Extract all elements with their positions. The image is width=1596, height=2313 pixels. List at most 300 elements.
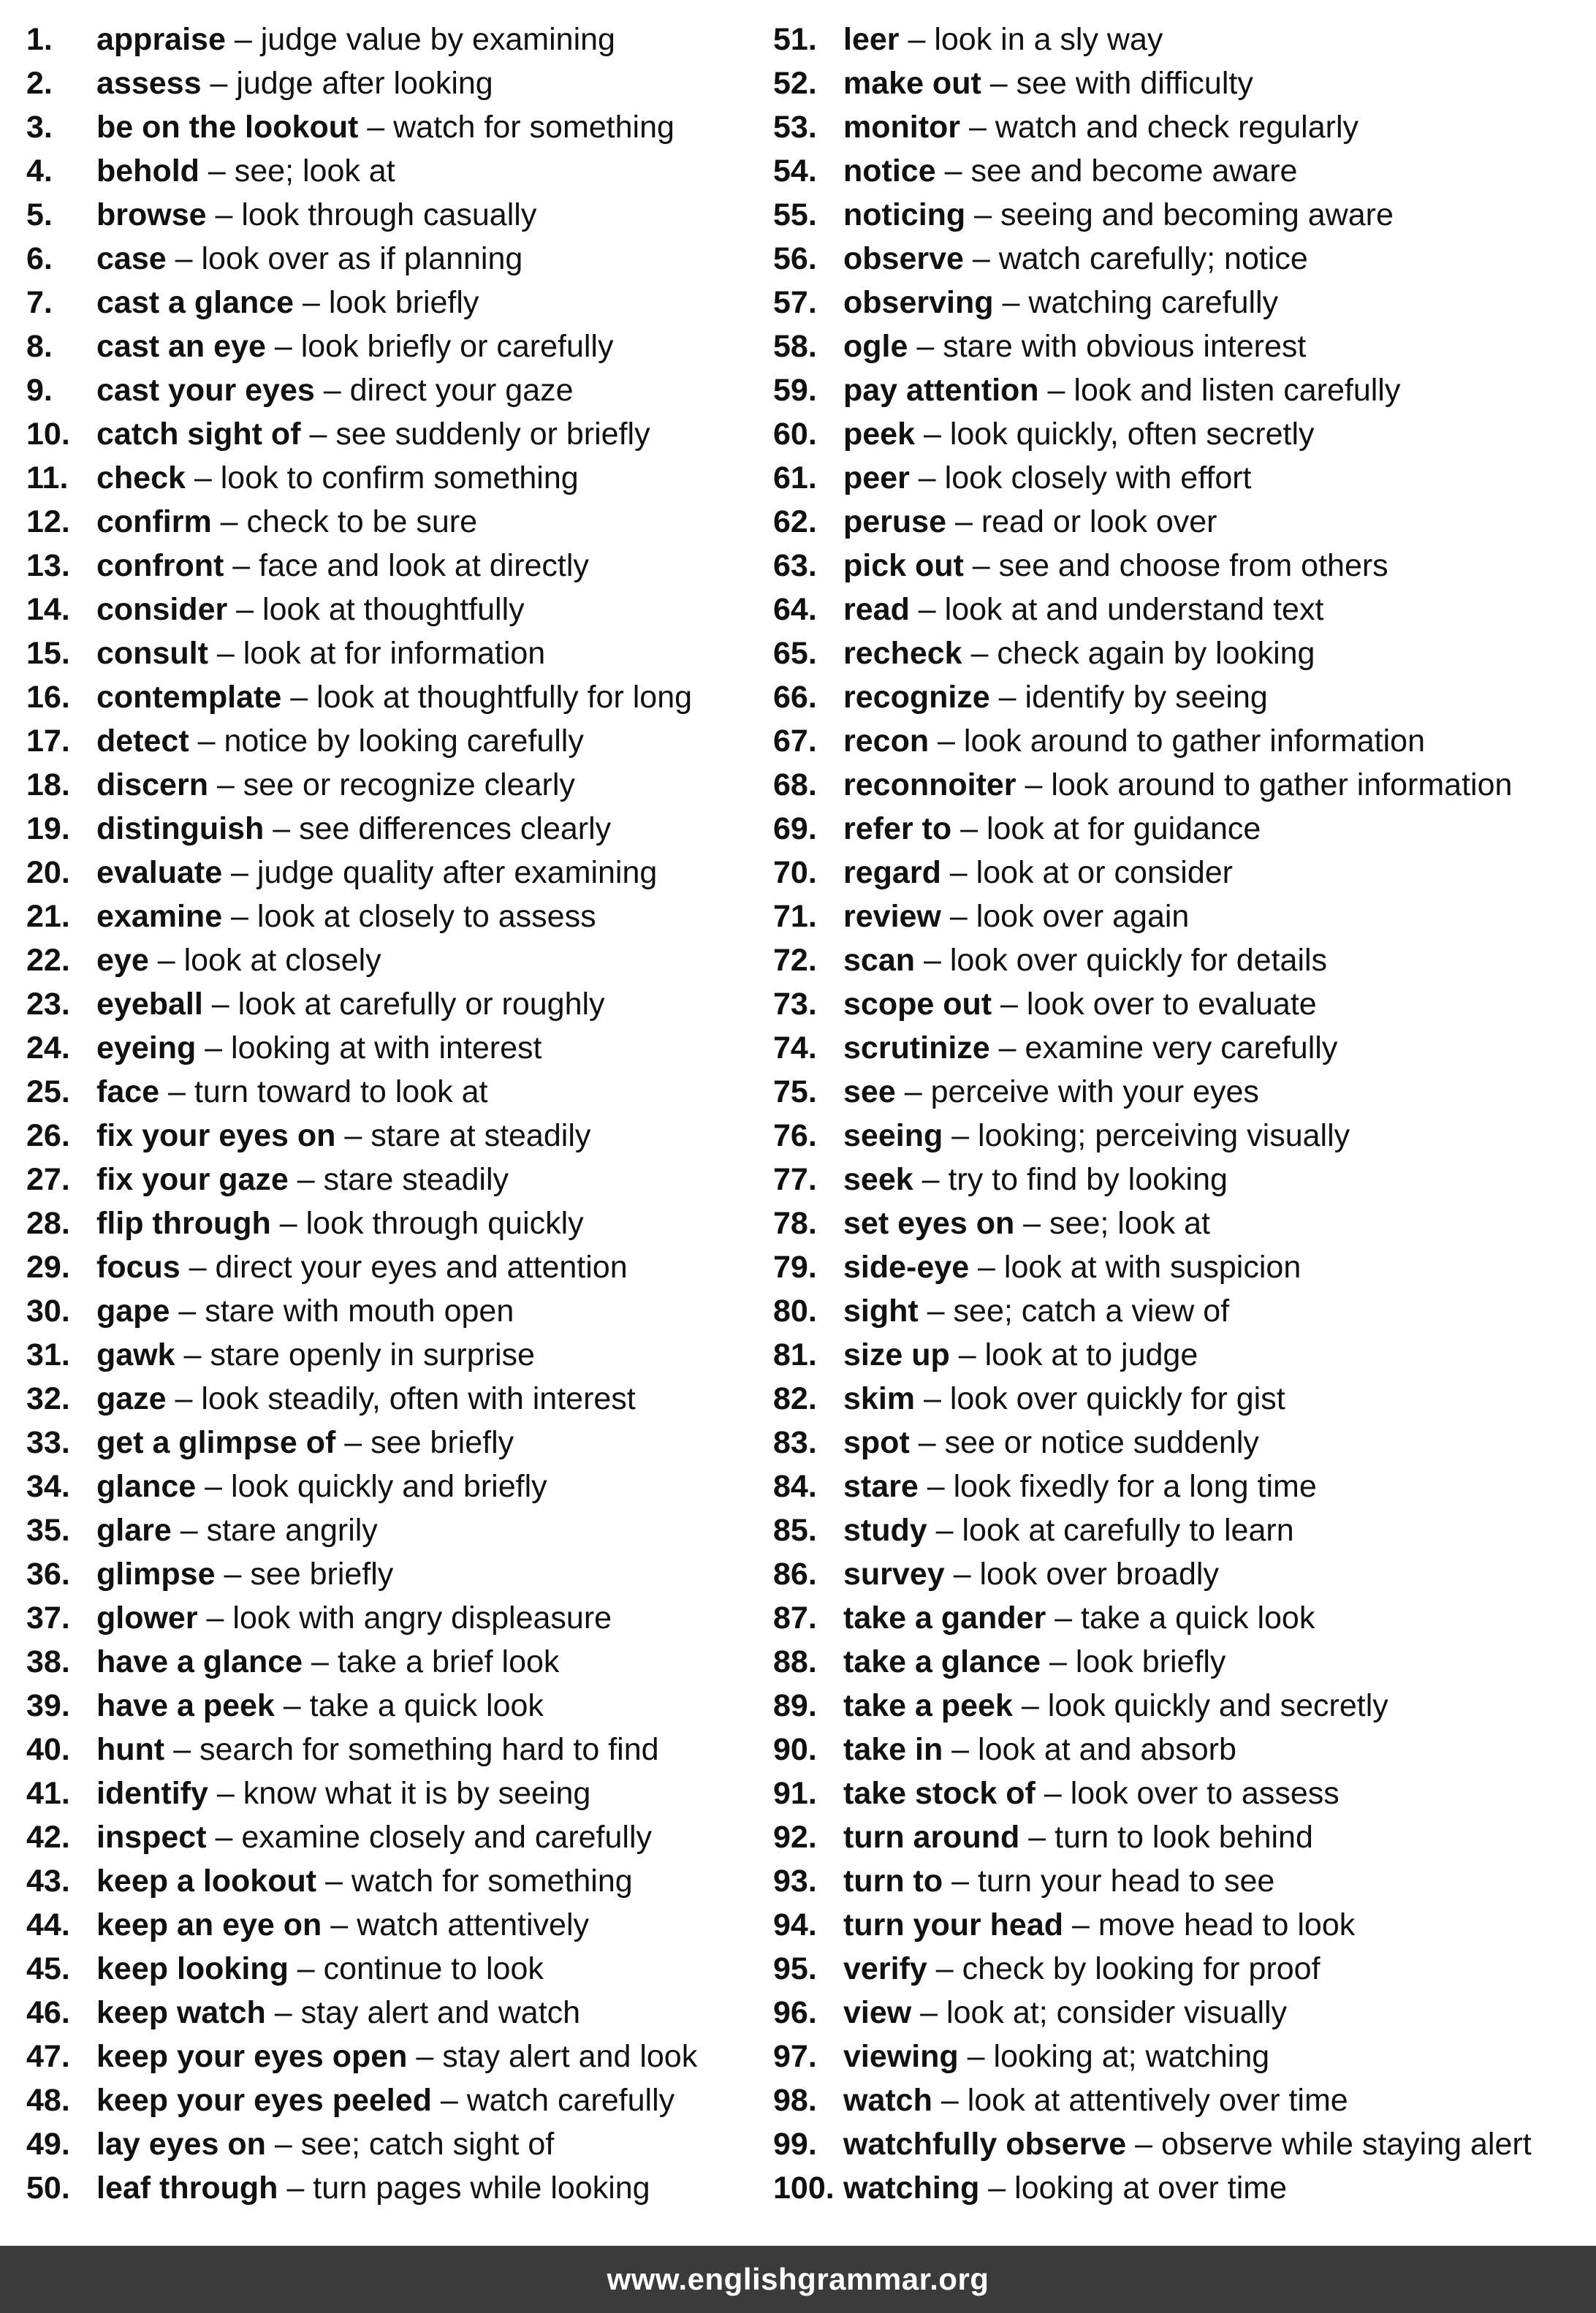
entry-separator: – [303,1644,338,1679]
word-list-item [26,544,764,588]
word-list-item [773,1158,1584,1201]
entry-term: have a peek [96,1688,275,1723]
entry-separator: – [208,767,243,802]
entry-separator: – [316,1864,352,1899]
word-list-item [26,368,764,412]
entry-text [96,2122,554,2166]
entry-definition: look at carefully to learn [962,1513,1294,1548]
entry-definition: move head to look [1098,1907,1356,1942]
entry-number: 12. [26,504,70,539]
entry-definition: watch for something [393,110,674,145]
entry-number: 79. [773,1250,817,1285]
entry-separator: – [1046,1600,1082,1636]
entry-number: 38. [26,1644,70,1679]
entry-definition: look at with suspicion [1003,1250,1302,1285]
entry-text [843,2166,1287,2210]
entry-separator: – [940,855,976,890]
entry-number: 23. [26,987,70,1022]
entry-definition: look at thoughtfully [262,592,525,627]
entry-definition: look quickly and briefly [231,1469,547,1504]
entry-term: skim [843,1381,916,1416]
entry-definition: turn your head to see [977,1864,1275,1899]
entry-text [96,1771,590,1815]
entry-definition: see and choose from others [998,548,1388,583]
word-list-item [773,1596,1584,1640]
entry-text [96,807,611,851]
entry-text [843,105,1358,149]
entry-text [96,1201,584,1245]
entry-separator: – [170,1294,205,1329]
entry-text [843,1552,1219,1596]
entry-separator: – [335,1118,371,1153]
entry-text [843,1114,1350,1158]
word-list-item [773,1333,1584,1377]
entry-term: confront [96,548,224,583]
entry-number: 55. [773,197,817,232]
entry-number: 14. [26,592,70,627]
entry-definition: turn toward to look at [194,1074,488,1109]
entry-text [843,1508,1294,1552]
entry-text [96,1465,547,1508]
entry-separator: – [943,1864,978,1899]
entry-definition: look quickly, often secretly [949,417,1315,452]
word-list-item [26,1421,764,1465]
entry-text [96,368,574,412]
entry-number: 36. [26,1557,70,1592]
entry-definition: take a quick look [309,1688,544,1723]
entry-number: 6. [26,241,53,276]
entry-separator: – [208,636,243,671]
entry-separator: – [946,504,981,539]
entry-separator: – [943,1732,978,1767]
entry-term: hunt [96,1732,165,1767]
word-list-item [773,193,1584,237]
entry-term: distinguish [96,811,265,846]
entry-definition: look at; consider visually [946,1995,1288,2030]
entry-definition: turn pages while looking [313,2170,650,2206]
entry-separator: – [148,943,184,978]
entry-text [843,149,1297,193]
word-list-item [773,1771,1584,1815]
entry-text [96,1640,559,1684]
entry-number: 94. [773,1907,817,1942]
entry-term: identify [96,1776,208,1811]
entry-definition: look briefly [328,285,479,320]
entry-separator: – [431,2083,467,2118]
entry-number: 80. [773,1294,817,1329]
word-list-item [773,851,1584,895]
entry-definition: stay alert and watch [300,1995,581,2030]
entry-definition: look at carefully or roughly [238,987,605,1022]
entry-separator: – [1012,1688,1048,1723]
word-list-item [26,1289,764,1333]
entry-term: reconnoiter [843,767,1016,802]
entry-term: watch [843,2083,932,2118]
entry-term: review [843,899,941,934]
entry-text [843,193,1394,237]
word-list-item [773,281,1584,324]
entry-text [96,500,477,544]
entry-term: examine [96,899,223,934]
entry-definition: see suddenly or briefly [335,417,650,452]
entry-definition: look at and absorb [978,1732,1236,1767]
entry-separator: – [175,1337,210,1372]
entry-term: stare [843,1469,919,1504]
word-list-item [26,149,764,193]
entry-definition: continue to look [323,1951,544,1986]
entry-text [843,1728,1236,1771]
entry-term: flip through [96,1206,271,1241]
word-list-item [773,2035,1584,2078]
word-list-item [26,1596,764,1640]
entry-number: 25. [26,1074,70,1109]
entry-definition: see and become aware [970,153,1298,189]
entry-number: 29. [26,1250,70,1285]
word-list-item [773,105,1584,149]
entry-separator: – [322,1907,357,1942]
entry-separator: – [1041,1644,1076,1679]
entry-text [843,2122,1532,2166]
entry-separator: – [211,504,247,539]
entry-text [96,588,525,631]
entry-definition: judge after looking [236,66,493,101]
word-list-item [773,1552,1584,1596]
entry-term: observing [843,285,994,320]
entry-text [843,1201,1210,1245]
entry-number: 48. [26,2083,70,2118]
entry-term: check [96,460,186,495]
word-list-item [773,412,1584,456]
word-list-item [26,1158,764,1201]
entry-separator: – [1019,1820,1055,1855]
entry-number: 4. [26,153,53,189]
entry-number: 89. [773,1688,817,1723]
entry-definition: look over broadly [979,1557,1219,1592]
entry-term: watching [843,2170,980,2206]
entry-text [96,193,536,237]
entry-definition: look at to judge [984,1337,1198,1372]
word-list-item [773,1026,1584,1070]
word-list-item [26,1552,764,1596]
entry-text [843,1859,1274,1903]
entry-text [843,1070,1259,1114]
word-list-item [773,324,1584,368]
entry-separator: – [943,1118,978,1153]
entry-term: take a glance [843,1644,1041,1679]
entry-separator: – [932,2083,968,2118]
entry-term: glance [96,1469,197,1504]
entry-definition: look quickly and secretly [1047,1688,1388,1723]
entry-number: 32. [26,1381,70,1416]
entry-term: keep watch [96,1995,266,2030]
word-list-item [773,763,1584,807]
word-list-item [773,1684,1584,1728]
entry-definition: direct your eyes and attention [215,1250,628,1285]
entry-separator: – [981,66,1016,101]
word-list-item [773,982,1584,1026]
entry-number: 69. [773,811,817,846]
entry-separator: – [185,460,221,495]
entry-definition: look around to gather information [963,723,1425,759]
entry-number: 22. [26,943,70,978]
entry-number: 88. [773,1644,817,1679]
word-list-item [773,368,1584,412]
word-list-item [26,193,764,237]
entry-number: 86. [773,1557,817,1592]
entry-number: 62. [773,504,817,539]
word-list-item [773,2166,1584,2210]
entry-number: 24. [26,1030,70,1066]
entry-text [843,61,1253,105]
entry-definition: look over as if planning [201,241,523,276]
entry-number: 58. [773,329,817,364]
entry-number: 10. [26,417,70,452]
entry-number: 18. [26,767,70,802]
entry-separator: – [962,636,997,671]
entry-text [96,675,692,719]
entry-separator: – [927,1951,962,1986]
entry-definition: look through casually [241,197,537,232]
entry-definition: look at for information [243,636,546,671]
footer-website-url[interactable]: www.englishgrammar.org [607,2262,989,2296]
entry-number: 77. [773,1162,817,1197]
entry-text [96,1991,580,2035]
entry-number: 19. [26,811,70,846]
entry-text [843,456,1252,500]
entry-number: 90. [773,1732,817,1767]
entry-text [96,938,381,982]
entry-separator: – [224,548,259,583]
entry-number: 1. [26,22,53,57]
entry-number: 40. [26,1732,70,1767]
word-list-item [26,1465,764,1508]
entry-separator: – [915,417,950,452]
entry-definition: stare steadily [323,1162,509,1197]
entry-text [843,1684,1388,1728]
entry-text [96,544,589,588]
entry-text [96,1026,542,1070]
entry-term: be on the lookout [96,110,359,145]
entry-separator: – [270,1206,306,1241]
entry-term: turn your head [843,1907,1064,1942]
entry-number: 47. [26,2039,70,2074]
word-list-item [773,544,1584,588]
entry-definition: judge value by examining [260,22,615,57]
entry-number: 17. [26,723,70,759]
entry-definition: see; look at [1049,1206,1210,1241]
word-list-item [773,1114,1584,1158]
entry-definition: look briefly or carefully [300,329,614,364]
entry-separator: – [274,1688,310,1723]
entry-number: 61. [773,460,817,495]
word-list-item [26,1991,764,2035]
entry-text [843,895,1189,938]
entry-term: sight [843,1294,919,1329]
entry-separator: – [196,1030,232,1066]
word-list-item [26,1245,764,1289]
entry-definition: look through quickly [305,1206,584,1241]
entry-text [96,2166,650,2210]
entry-text [843,982,1317,1026]
entry-term: pick out [843,548,964,583]
entry-separator: – [300,417,336,452]
word-list-item [26,1026,764,1070]
entry-separator: – [911,1995,947,2030]
entry-text [843,1026,1337,1070]
entry-separator: – [189,723,224,759]
entry-term: verify [843,1951,927,1986]
entry-separator: – [1126,2127,1161,2162]
entry-text [96,61,493,105]
entry-separator: – [949,1337,985,1372]
entry-term: take stock of [843,1776,1036,1811]
entry-term: scope out [843,987,992,1022]
entry-term: peruse [843,504,947,539]
entry-text [96,1552,393,1596]
word-list-item [773,1640,1584,1684]
entry-term: keep looking [96,1951,289,1986]
entry-text [96,763,575,807]
entry-separator: – [909,1425,945,1460]
entry-term: turn to [843,1864,943,1899]
entry-text [843,1377,1285,1421]
entry-text [96,1421,514,1465]
word-list-item [26,324,764,368]
entry-definition: see; catch a view of [953,1294,1230,1329]
entry-separator: – [935,153,971,189]
entry-term: behold [96,153,200,189]
entry-definition: watch and check regularly [995,110,1359,145]
entry-term: spot [843,1425,910,1460]
entry-text [843,281,1278,324]
entry-definition: direct your gaze [349,373,574,408]
entry-number: 46. [26,1995,70,2030]
entry-text [96,105,674,149]
entry-separator: – [993,285,1029,320]
entry-number: 67. [773,723,817,759]
entry-text [96,1728,659,1771]
entry-text [96,2078,674,2122]
entry-number: 33. [26,1425,70,1460]
entry-term: keep an eye on [96,1907,322,1942]
entry-definition: look around to gather information [1051,767,1513,802]
entry-number: 71. [773,899,817,934]
entry-definition: look at closely to assess [256,899,596,934]
entry-number: 57. [773,285,817,320]
entry-number: 82. [773,1381,817,1416]
entry-term: leaf through [96,2170,278,2206]
entry-number: 15. [26,636,70,671]
entry-number: 98. [773,2083,817,2118]
entry-term: turn around [843,1820,1020,1855]
entry-separator: – [915,1381,950,1416]
entry-text [96,324,613,368]
entry-term: size up [843,1337,950,1372]
entry-separator: – [278,2170,314,2206]
entry-definition: read or look over [981,504,1217,539]
entry-separator: – [1016,767,1052,802]
entry-text [96,851,657,895]
entry-definition: look over again [976,899,1190,934]
word-list-left-column [26,18,764,2210]
entry-separator: – [166,1381,202,1416]
entry-separator: – [918,1469,954,1504]
entry-number: 87. [773,1600,817,1636]
entry-separator: – [908,329,943,364]
entry-definition: watch carefully; notice [998,241,1308,276]
word-list-item [773,895,1584,938]
entry-text [843,1991,1287,2035]
entry-number: 37. [26,1600,70,1636]
entry-separator: – [960,110,995,145]
entry-text [96,1903,589,1947]
entry-definition: identify by seeing [1025,680,1268,715]
entry-text [843,1596,1315,1640]
entry-separator: – [951,811,987,846]
word-list-item [26,1377,764,1421]
entry-term: scrutinize [843,1030,990,1066]
entry-separator: – [940,899,976,934]
word-list-item [26,105,764,149]
word-list-item [26,456,764,500]
entry-definition: see; look at [234,153,395,189]
entry-text [96,18,615,61]
word-list-item [773,1377,1584,1421]
entry-definition: looking at; watching [993,2039,1270,2074]
entry-separator: – [944,1557,980,1592]
word-list-item [26,982,764,1026]
entry-term: gape [96,1294,170,1329]
entry-definition: take a brief look [337,1644,560,1679]
entry-definition: check again by looking [997,636,1315,671]
entry-term: glare [96,1513,172,1548]
entry-separator: – [909,460,945,495]
entry-number: 28. [26,1206,70,1241]
entry-definition: look at closely [183,943,381,978]
entry-term: gawk [96,1337,175,1372]
entry-text [843,237,1308,281]
entry-term: recheck [843,636,962,671]
entry-text [843,675,1268,719]
entry-number: 96. [773,1995,817,2030]
entry-separator: – [288,1162,324,1197]
entry-text [843,1289,1229,1333]
entry-term: leer [843,22,900,57]
entry-term: glower [96,1600,198,1636]
entry-definition: search for something hard to find [199,1732,659,1767]
word-list-item [773,1859,1584,1903]
entry-number: 51. [773,22,817,57]
entry-term: viewing [843,2039,959,2074]
word-list-item [773,1903,1584,1947]
entry-number: 68. [773,767,817,802]
entry-separator: – [196,1469,232,1504]
entry-separator: – [264,811,300,846]
word-list-item [773,2122,1584,2166]
word-list-item [773,719,1584,763]
entry-text [96,149,395,193]
word-list-item [26,1508,764,1552]
word-list-item [26,2078,764,2122]
entry-term: noticing [843,197,966,232]
entry-text [96,631,545,675]
entry-number: 84. [773,1469,817,1504]
entry-separator: – [294,285,329,320]
entry-definition: look in a sly way [934,22,1163,57]
entry-number: 27. [26,1162,70,1197]
entry-separator: – [965,197,1001,232]
entry-term: regard [843,855,941,890]
